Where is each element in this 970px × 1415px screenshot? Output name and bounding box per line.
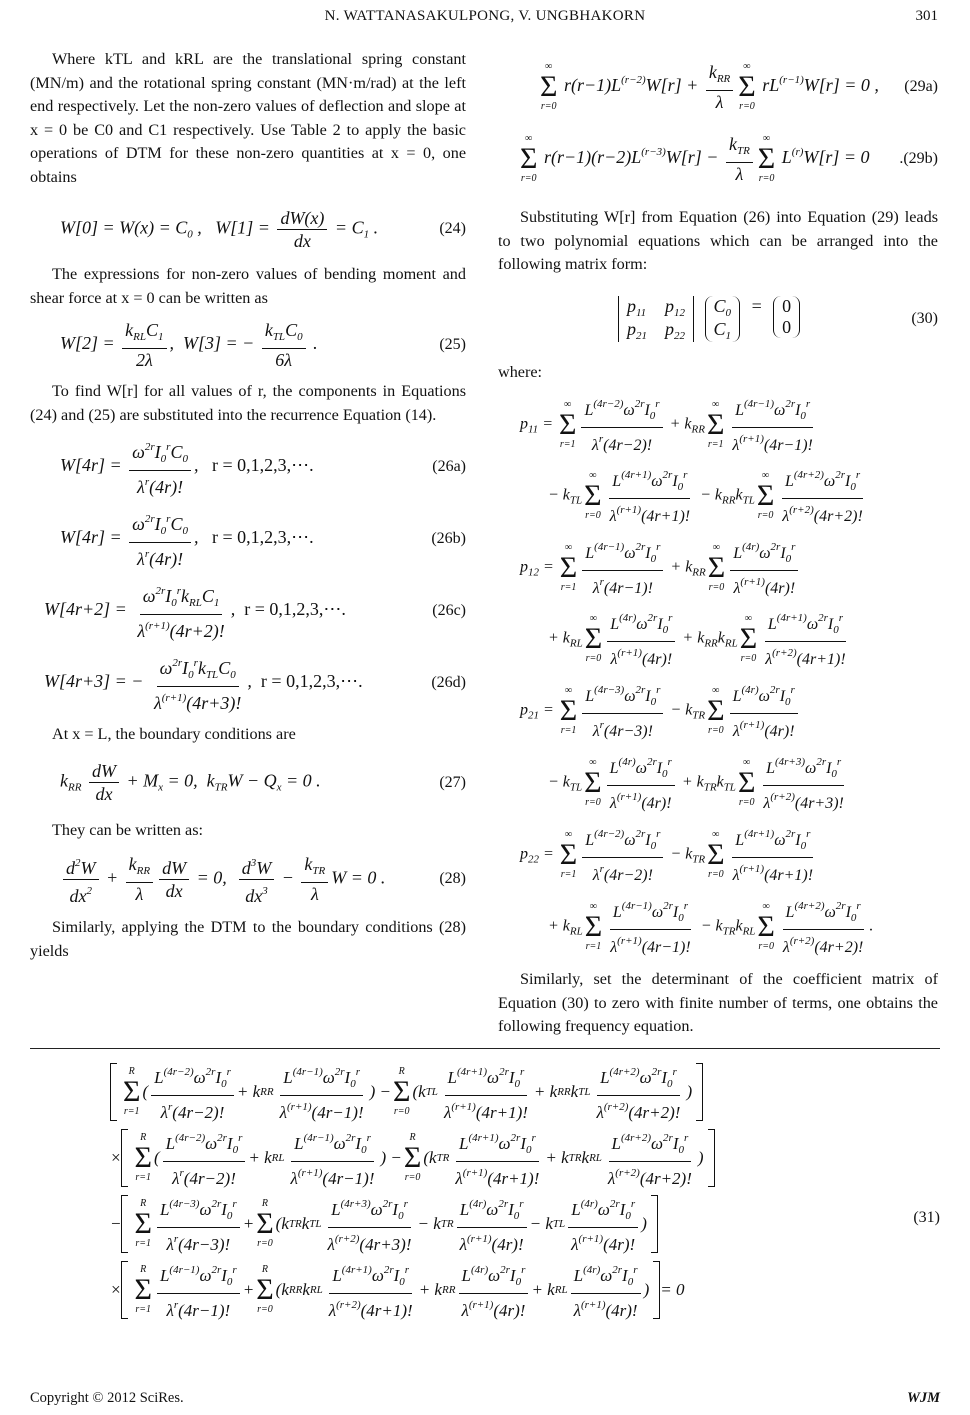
paragraph: At x = L, the boundary conditions are [52,725,296,743]
paragraph: To find W[r] for all values of r, the components in Equations (24) and (25) are substituted into the recurrence Equation (14). [30,382,466,424]
equation-31: (31) R Σ r=1 ( $\frac{L^{(4r-2)}\omega^{2r}I_0^r}{\lambda^r(4r-2)!}$ + k RR $\frac{L^{(4r-1)}\omega^{2r}I_0^r}{\lambda^{(r+1)}(4r-1)!}$ ) − R Σ r=0 (k TL $\frac{L^{(4r+1)}\omega^{2r}I_0^r}{\lambda^{(r+1)}(4r+1)!}$ + k RR k TL $\frac{L^{(4r+2)}\omega^{2r}I_0^r}{\lambda^{(r+2)}(4r+2)!}$ ) × R Σ r=1 ( $\frac{L^{(4r-2)}\omega^{2r}I_0^r}{\lambda^r(4r-2)!}$ + k RL $\frac{L^{(4r-1)}\omega^{2r}I_0^r}{\lambda^{(r+1)}(4r-1)!}$ ) − R Σ r=0 (k TR $\frac{L^{(4r+1)}\omega^{2r}I_0^r}{\lambda^{(r+1)}(4r+1)!}$ + k TR k RL $\frac{L^{(4r+2)}\omega^{2r}I_0^r}{\lambda^{(r+2)}(4r+2)!}$ ) − R Σ r=1 $\frac{L^{(4r-3)}\omega^{2r}I_0^r}{\lambda^r(4r-3)!}$ + R Σ r=0 (k TR k TL $\frac{L^{(4r+3)}\omega^{2r}I_0^r}{\lambda^{(r+2)}(4r+3)!}$ − k TR $\frac{L^{(4r)}\omega^{2r}I_0^r}{\lambda^{(r+1)}(4r)!}$ − k TL $\frac{L^{(4r)}\omega^{2r}I_0^r}{\lambda^{(r+1)}(4r)!}$ ) × R Σ r=1 $\frac{L^{(4r-1)}\omega^{2r}I_0^r}{\lambda^r(4r-1)!}$ + R Σ r=0 (k RR k RL $\frac{L^{(4r+1)}\omega^{2r}I_0^r}{\lambda^{(r+2)}(4r+1)!}$ + k RR $\frac{L^{(4r)}\omega^{2r}I_0^r}{\lambda^{(r+1)}(4r)!}$ + k RL $\frac{L^{(4r)}\omega^{2r}I_0^r}{\lambda^{(r+1)}(4r)!}$ ) = 0 [30,1048,940,1323]
p22-line1: $p_{22}$ = ∞ Σ r=1 $\frac{L^{(4r-2)}\omega^{2r}I_0^r}{\lambda^r(4r-2)!}$ − $k_{TR}$ ∞ Σ r=0 $\frac{L^{(4r+1)}\omega^{2r}I_0^r}{\lambda^{(r+1)}(4r+1)!}$ [498,818,938,892]
eq31-row2: × R Σ r=1 ( $\frac{L^{(4r-2)}\omega^{2r}I_0^r}{\lambda^r(4r-2)!}$ + k RL $\frac{L^{(4r-1)}\omega^{2r}I_0^r}{\lambda^{(r+1)}(4r-1)!}$ ) − R Σ r=0 (k TR $\frac{L^{(4r+1)}\omega^{2r}I_0^r}{\lambda^{(r+1)}(4r+1)!}$ + k TR k RL $\frac{L^{(4r+2)}\omega^{2r}I_0^r}{\lambda^{(r+2)}(4r+2)!}$ ) [110,1125,850,1191]
where-label: where: [498,362,543,381]
p22-line2: + $k_{RL}$ ∞ Σ r=1 $\frac{L^{(4r-1)}\omega^{2r}I_0^r}{\lambda^{(r+1)}(4r-1)!}$ − $k_{TR}k_{RL}$ ∞ Σ r=0 $\frac{L^{(4r+2)}\omega^{2r}I_0^r}{\lambda^{(r+2)}(4r+2)!}$ . [498,892,938,962]
page-header [0,8,970,30]
equation-29b: ∞ Σ r=0 $r(r-1)(r-2)L^{(r-3)}W[r]$ − $\frac{k_{TR}}{\lambda}$ ∞ Σ r=0 $L^{(r)}W[r] = 0$ .(29b) [520,133,938,184]
running-title: N. WATTANASAKULPONG, V. UNGBHAKORN [324,8,646,24]
equation-26c: W[4r+2] = $\frac{\omega^{2r}I_0^rk_{RL}C_1}{\lambda^{(r+1)}(4r+2)!}$ , r = 0,1,2,3,⋯. (26c) [30,575,466,647]
paragraph: Where kTL and kRL are the translational spring constant (MN/m) and the rotational spring constant (MN·m/rad) at the left end respectively. Let the non-zero values of deflection and slope at x = 0 be C0 and C1 respectively. Use Table 2 to apply the basic operations of DTM for these non-zero quantities at x = 0, one obtains [30,50,466,186]
equation-26d: W[4r+3] = − $\frac{\omega^{2r}I_0^rk_{TL}C_0}{\lambda^{(r+1)}(4r+3)!}$ , r = 0,1,2,3,⋯. (26d) [30,647,466,719]
p12-line2: + $k_{RL}$ ∞ Σ r=0 $\frac{L^{(4r)}\omega^{2r}I_0^r}{\lambda^{(r+1)}(4r)!}$ + $k_{RR}k_{RL}$ ∞ Σ r=0 $\frac{L^{(4r+1)}\omega^{2r}I_0^r}{\lambda^{(r+2)}(4r+1)!}$ [498,604,938,674]
right-column [498,52,938,1039]
p21-line2: − $k_{TL}$ ∞ Σ r=0 $\frac{L^{(4r)}\omega^{2r}I_0^r}{\lambda^{(r+1)}(4r)!}$ + $k_{TR}k_{TL}$ ∞ Σ r=0 $\frac{L^{(4r+3)}\omega^{2r}I_0^r}{\lambda^{(r+2)}(4r+3)!}$ [498,748,938,818]
paragraph: Similarly, set the determinant of the coefficient matrix of Equation (30) to zero with finite number of terms, one obtains the following frequency equation. [498,970,938,1035]
equation-29a: ∞ Σ r=0 $r(r-1)L^{(r-2)}W[r]$ + $\frac{k_{RR}}{\lambda}$ ∞ Σ r=0 $rL^{(r-1)}W[r] = 0$ , (29a) [540,61,938,112]
p21-line1: $p_{21}$ = ∞ Σ r=1 $\frac{L^{(4r-3)}\omega^{2r}I_0^r}{\lambda^r(4r-3)!}$ − $k_{TR}$ ∞ Σ r=0 $\frac{L^{(4r)}\omega^{2r}I_0^r}{\lambda^{(r+1)}(4r)!}$ [498,674,938,748]
paragraph: They can be written as: [52,820,204,839]
equation-26a: W[4r] = $\frac{\omega^{2r}I_0^rC_0}{\lambda^r(4r)!}$ , r = 0,1,2,3,⋯. (26a) [30,431,466,503]
copyright: Copyright © 2012 SciRes. [30,1390,184,1406]
equation-26b: W[4r] = $\frac{\omega^{2r}I_0^rC_0}{\lambda^r(4r)!}$ , r = 0,1,2,3,⋯. (26b) [30,503,466,575]
equation-25: W[2] = $\frac{k_{RL}C_1}{2\lambda}$ , W[3] = − $\frac{k_{TL}C_0}{6\lambda}$ . (25) [60,320,466,370]
p11-line2: − $k_{TL}$ ∞ Σ r=0 $\frac{L^{(4r+1)}\omega^{2r}I_0^r}{\lambda^{(r+1)}(4r+1)!}$ − $k_{RR}k_{TL}$ ∞ Σ r=0 $\frac{L^{(4r+2)}\omega^{2r}I_0^r}{\lambda^{(r+2)}(4r+2)!}$ [498,460,938,532]
paragraph: The expressions for non-zero values of bending moment and shear force at x = 0 can be written as [30,265,466,307]
eq31-row4: × R Σ r=1 $\frac{L^{(4r-1)}\omega^{2r}I_0^r}{\lambda^r(4r-1)!}$ + R Σ r=0 (k RR k RL $\frac{L^{(4r+1)}\omega^{2r}I_0^r}{\lambda^{(r+2)}(4r+1)!}$ + k RR $\frac{L^{(4r)}\omega^{2r}I_0^r}{\lambda^{(r+1)}(4r)!}$ + k RL $\frac{L^{(4r)}\omega^{2r}I_0^r}{\lambda^{(r+1)}(4r)!}$ ) = 0 [110,1257,850,1323]
equation-24: $W[0] = W(x) = C_0$ , W[1] = $\frac{dW(x)}{dx}$ = $C_1$ . (24) [60,207,466,251]
eq31-row3: − R Σ r=1 $\frac{L^{(4r-3)}\omega^{2r}I_0^r}{\lambda^r(4r-3)!}$ + R Σ r=0 (k TR k TL $\frac{L^{(4r+3)}\omega^{2r}I_0^r}{\lambda^{(r+2)}(4r+3)!}$ − k TR $\frac{L^{(4r)}\omega^{2r}I_0^r}{\lambda^{(r+1)}(4r)!}$ − k TL $\frac{L^{(4r)}\omega^{2r}I_0^r}{\lambda^{(r+1)}(4r)!}$ ) [110,1191,850,1257]
equation-27: $k_{RR}$ $\frac{dW}{dx}$ + $M_x = 0$, $k_{TR}W - Q_x = 0$ . (27) [60,761,466,804]
p11-line1: $p_{11}$ = ∞ Σ r=1 $\frac{L^{(4r-2)}\omega^{2r}I_0^r}{\lambda^r(4r-2)!}$ + $k_{RR}$ ∞ Σ r=1 $\frac{L^{(4r-1)}\omega^{2r}I_0^r}{\lambda^{(r+1)}(4r-1)!}$ [498,390,938,460]
p-coefficients [498,390,938,962]
paragraph: Substituting W[r] from Equation (26) into Equation (29) leads to two polynomial equations which can be arranged into the following matrix form: [498,208,938,273]
paragraph: Similarly, applying the DTM to the boundary conditions (28) yields [30,918,466,960]
eq31-row1: R Σ r=1 ( $\frac{L^{(4r-2)}\omega^{2r}I_0^r}{\lambda^r(4r-2)!}$ + k RR $\frac{L^{(4r-1)}\omega^{2r}I_0^r}{\lambda^{(r+1)}(4r-1)!}$ ) − R Σ r=0 (k TL $\frac{L^{(4r+1)}\omega^{2r}I_0^r}{\lambda^{(r+1)}(4r+1)!}$ + k RR k TL $\frac{L^{(4r+2)}\omega^{2r}I_0^r}{\lambda^{(r+2)}(4r+2)!}$ ) [110,1059,850,1125]
journal-abbrev: WJM [906,1390,940,1406]
left-column [30,48,466,963]
equation-28: $\frac{d^2W}{dx^2}$ + $\frac{k_{RR}}{\lambda}$ $\frac{dW}{dx}$ = 0, $\frac{d^3W}{dx^3}$ − $\frac{k_{TR}}{\lambda}$ W = 0 . (28) [30,842,466,916]
page-footer [30,1390,940,1407]
equation-30: $p_{11}$ $p_{12}$ $p_{21}$ $p_{22}$ $C_0$ $C_1$ = 0 0 (30) [498,277,938,361]
p12-line1: $p_{12}$ = ∞ Σ r=1 $\frac{L^{(4r-1)}\omega^{2r}I_0^r}{\lambda^r(4r-1)!}$ + $k_{RR}$ ∞ Σ r=0 $\frac{L^{(4r)}\omega^{2r}I_0^r}{\lambda^{(r+1)}(4r)!}$ [498,532,938,604]
page-number: 301 [915,8,938,24]
